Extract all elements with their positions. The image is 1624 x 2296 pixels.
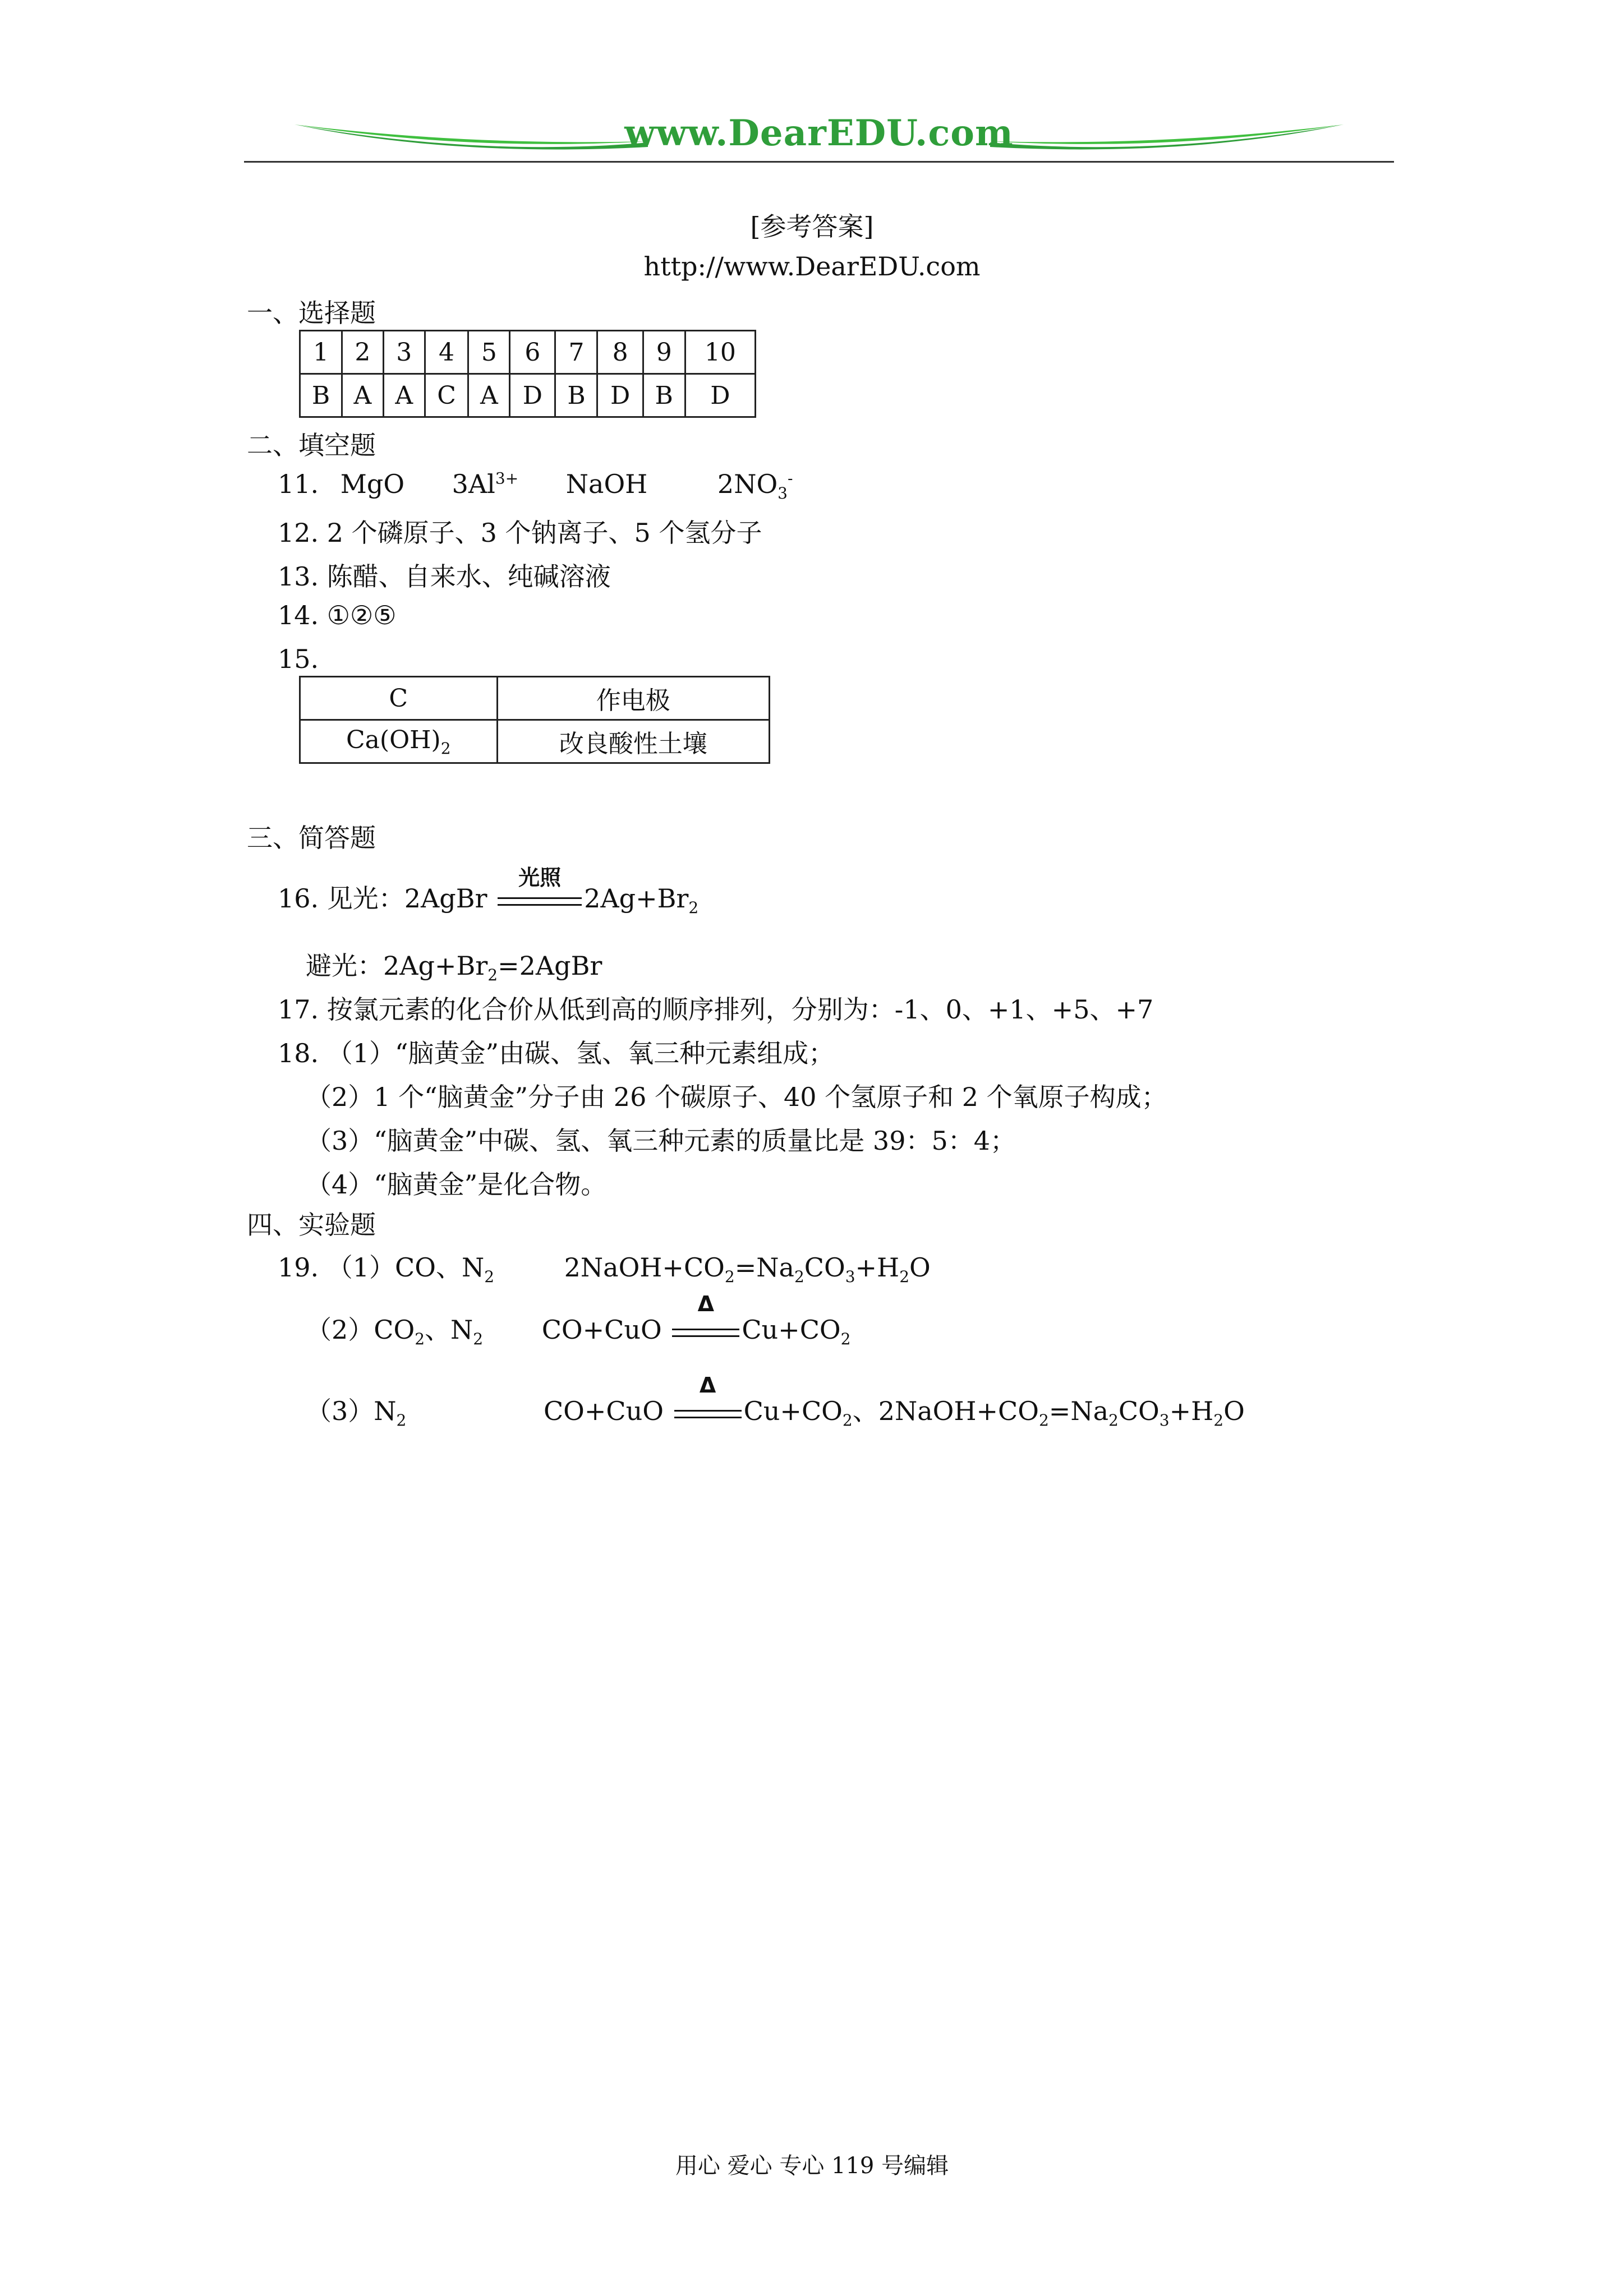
question-number: 8 — [597, 331, 643, 374]
section-short-answer-heading: 三、简答题 — [247, 823, 376, 853]
question-number: 7 — [555, 331, 597, 374]
table-cell: 改良酸性土壤 — [497, 720, 769, 763]
answer-15: 15. — [278, 644, 319, 674]
table-row — [300, 720, 770, 763]
table-row — [300, 677, 770, 720]
answer-11: 11. MgO $3Al^{3+}$ NaOH $2NO_3^-$ — [278, 469, 793, 503]
answer-letter: A — [342, 374, 384, 417]
page-footer: 用心 爱心 专心 119 号编辑 — [675, 2153, 949, 2179]
page-header — [244, 112, 1394, 163]
question-number: 9 — [643, 331, 685, 374]
answer-19-3: $(3)N_2$ CO+CuO Δ $Cu+CO_2$、$2NaOH+CO_2=Na_2CO_3+H_2O$ — [306, 1373, 1245, 1430]
question-number: 4 — [425, 331, 468, 374]
page-title: [参考答案] — [750, 211, 874, 242]
answer-letter: C — [425, 374, 468, 417]
choice-answer-table — [299, 330, 756, 418]
question-number: 5 — [468, 331, 510, 374]
answer-13: 13. 陈醋、自来水、纯碱溶液 — [278, 561, 611, 592]
answer-letter: D — [510, 374, 555, 417]
question-number: 6 — [510, 331, 555, 374]
answer-17: 17. 按氯元素的化合价从低到高的顺序排列，分别为：-1、0、+1、+5、+7 — [278, 994, 1154, 1025]
answer-letter: D — [597, 374, 643, 417]
answer-18-1: 18. （1）“脑黄金”由碳、氢、氧三种元素组成； — [278, 1038, 835, 1068]
answer-18-4: （4）“脑黄金”是化合物。 — [306, 1169, 607, 1200]
table-cell: 作电极 — [497, 677, 769, 720]
table-row — [300, 331, 756, 374]
answer-16: 16. 见光：2AgBr 光照 $2Ag+Br_2$ — [278, 865, 699, 918]
answer-18-2: （2）1 个“脑黄金”分子由 26 个碳原子、40 个氢原子和 2 个氧原子构成； — [306, 1082, 1167, 1112]
answer-15-table — [299, 676, 770, 764]
section-fill-heading: 二、填空题 — [247, 430, 376, 460]
answer-letter: A — [468, 374, 510, 417]
answer-letter: B — [555, 374, 597, 417]
answer-18-3: （3）“脑黄金”中碳、氢、氧三种元素的质量比是 39：5：4； — [306, 1126, 1016, 1156]
answer-letter: B — [300, 374, 342, 417]
answer-letter: A — [383, 374, 425, 417]
header-rule — [244, 161, 1394, 163]
question-number: 1 — [300, 331, 342, 374]
answer-letter: B — [643, 374, 685, 417]
answer-19-1: 19. （1）CO、$N_2$ $2NaOH+CO_2=Na_2CO_3+H_2O$ — [278, 1252, 931, 1287]
answer-letter: D — [685, 374, 755, 417]
question-number: 2 — [342, 331, 384, 374]
answer-12: 12. 2 个磷原子、3 个钠离子、5 个氢分子 — [278, 518, 762, 548]
table-cell: C — [300, 677, 498, 720]
table-cell: $Ca(OH)_2$ — [300, 720, 498, 763]
question-number: 10 — [685, 331, 755, 374]
section-experiment-heading: 四、实验题 — [247, 1210, 376, 1240]
answer-16b: 避光：$2Ag+Br_2=2AgBr$ — [306, 951, 602, 985]
section-choice-heading: 一、选择题 — [247, 298, 376, 328]
source-url: http://www.DearEDU.com — [643, 251, 981, 282]
reaction-arrow: Δ — [672, 1321, 739, 1343]
logo-text: www.DearEDU.com — [624, 112, 1014, 154]
reaction-arrow: 光照 — [498, 889, 582, 912]
answer-19-2: $(2)CO_2$、$N_2$ CO+CuO Δ $Cu+CO_2$ — [306, 1292, 851, 1349]
table-row — [300, 374, 756, 417]
answer-14: 14. ①②⑤ — [278, 600, 397, 630]
reaction-arrow: Δ — [674, 1402, 742, 1424]
question-number: 3 — [383, 331, 425, 374]
